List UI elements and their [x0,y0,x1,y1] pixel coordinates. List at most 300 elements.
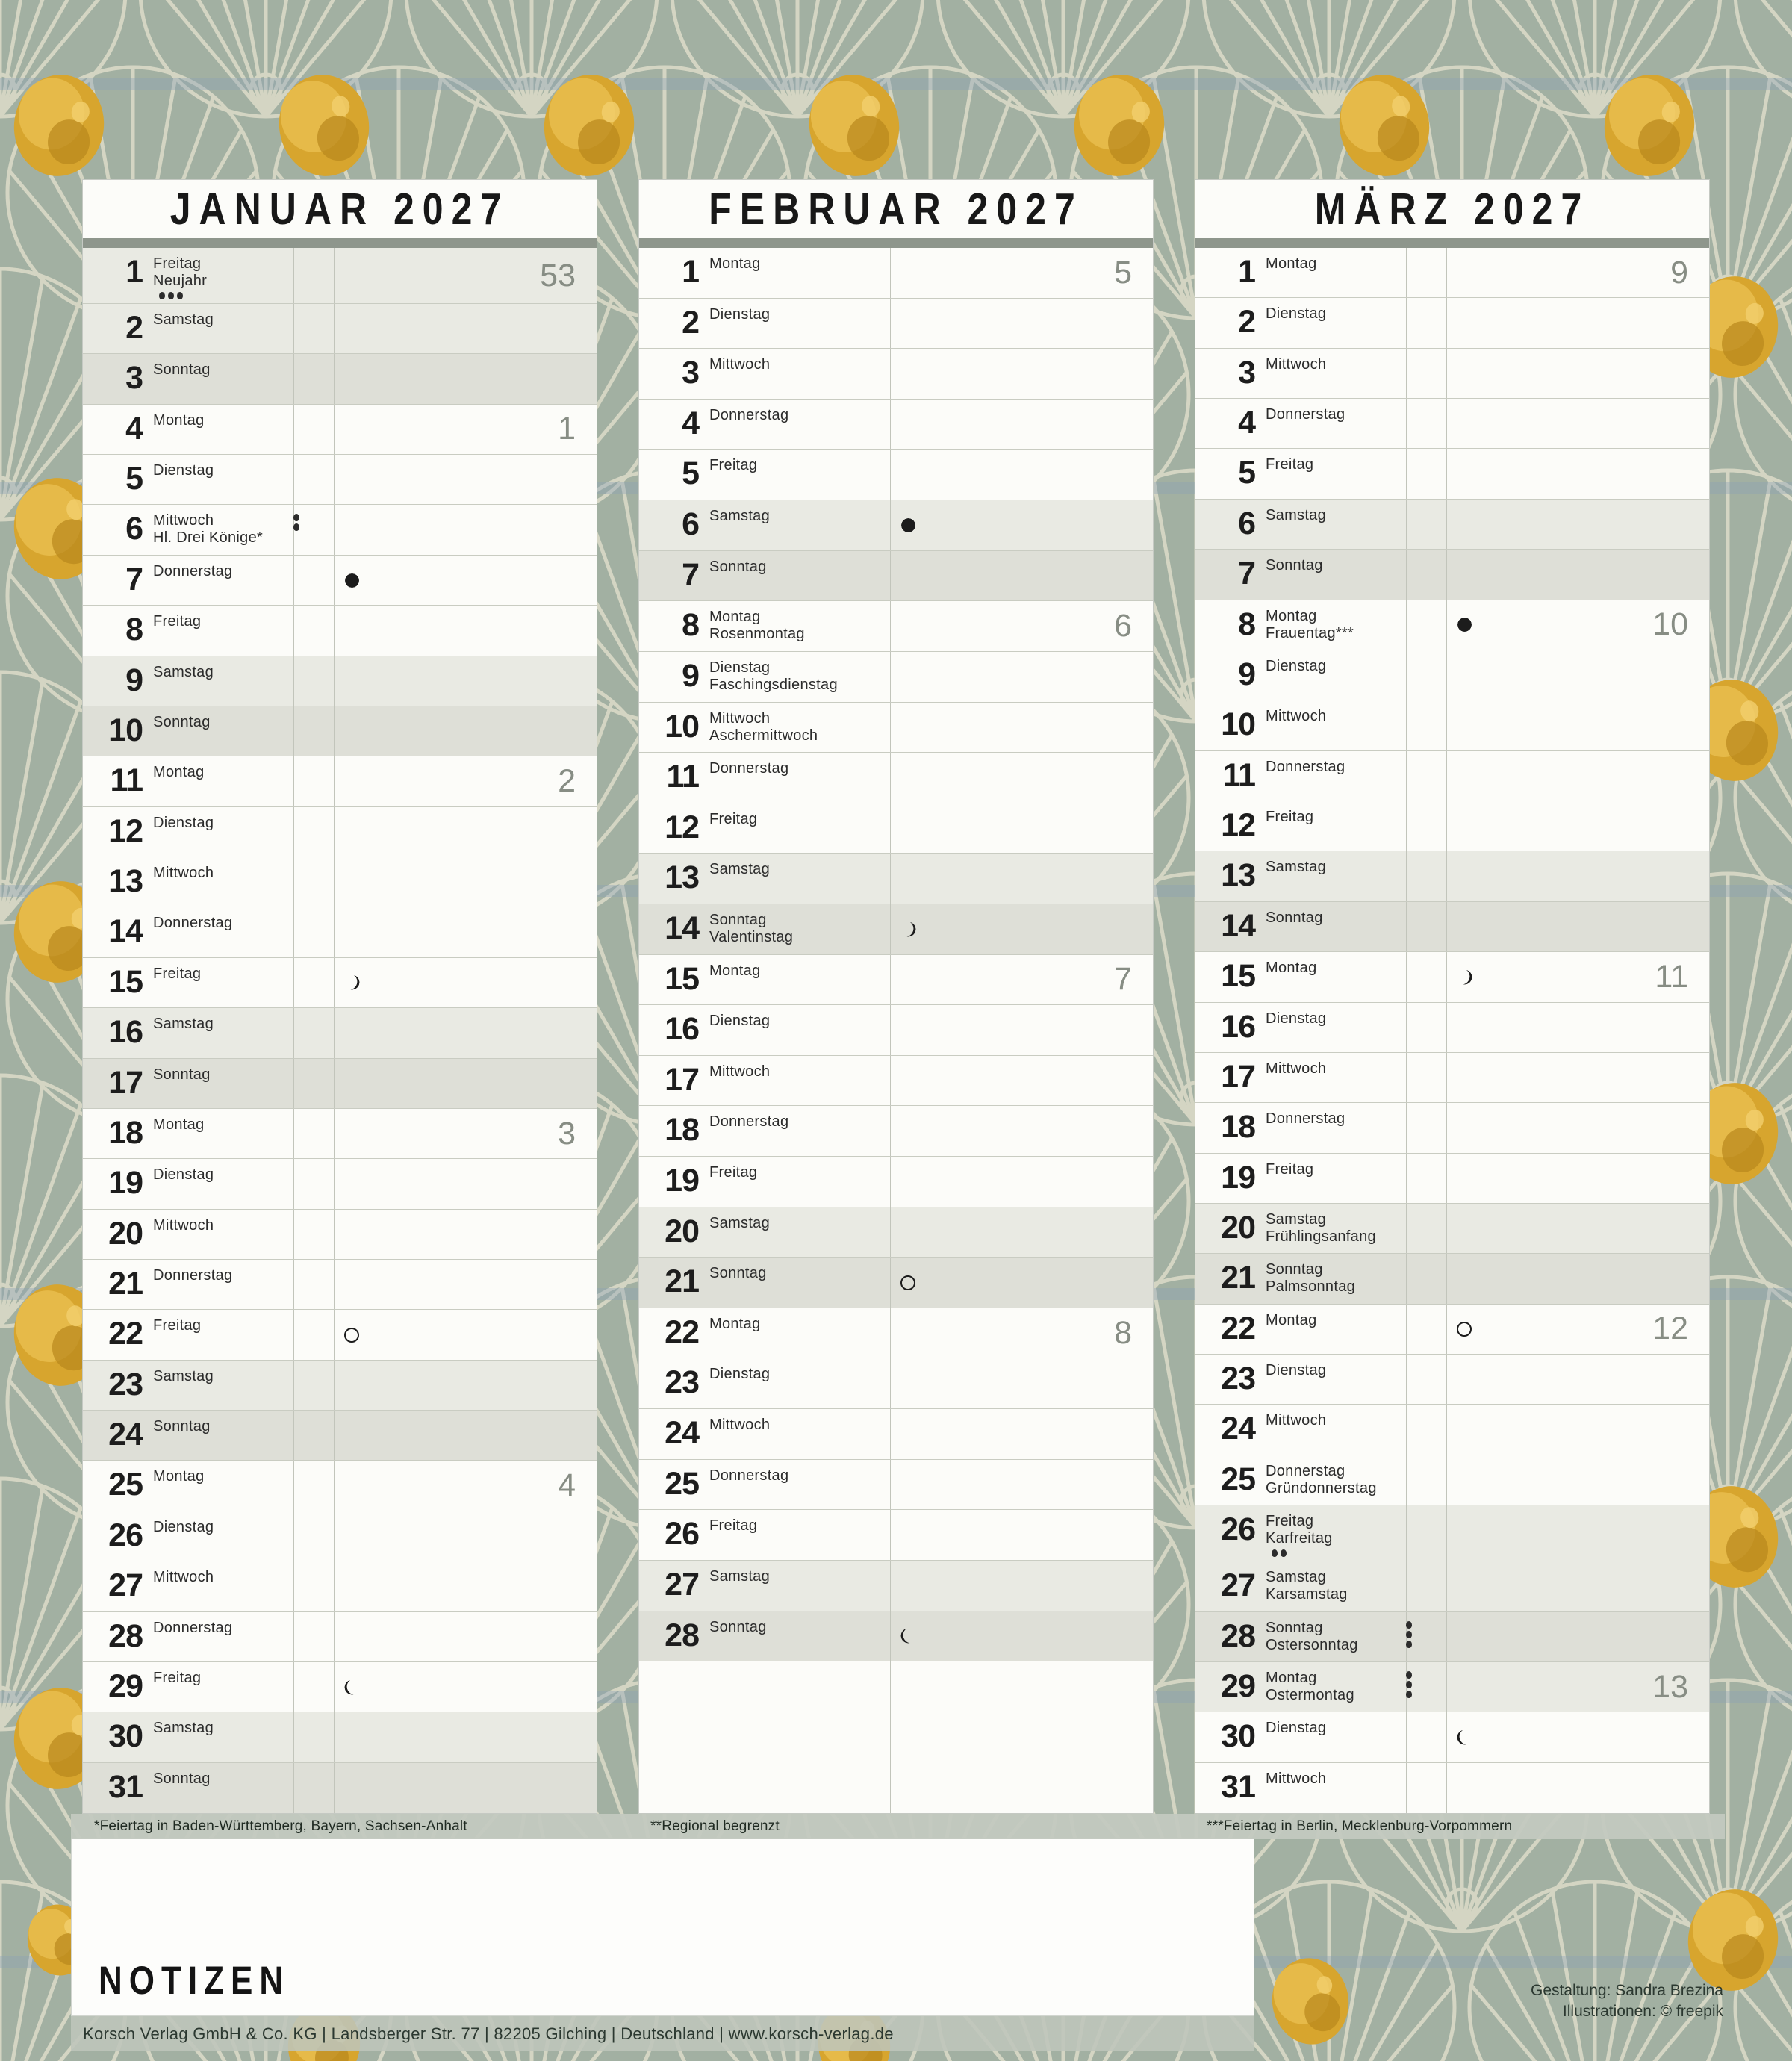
month-title: FEBRUAR 2027 [709,184,1083,234]
note-cell-small [1406,298,1446,347]
special-day-label: Hl. Drei Könige* [153,529,264,547]
day-label [1255,1204,1406,1253]
note-cell-small [293,706,334,756]
credit-illustration: Illustrationen: © freepik [1562,2003,1723,2020]
day-label [699,753,850,803]
day-number: 14 [1221,907,1255,944]
weekday-label: Montag [153,1468,205,1485]
week-number: 8 [1114,1314,1132,1351]
day-row [1195,1455,1709,1505]
day-label [1255,1254,1406,1303]
weekday-label: Freitag [153,1669,202,1686]
day-number: 26 [665,1516,699,1552]
note-cell-small [850,1460,890,1510]
header-divider-strip [83,238,597,248]
weekday-label: Samstag [1266,1210,1327,1228]
moon-zunehmend-icon [900,921,916,937]
weekday-label: Donnerstag [1266,1110,1345,1128]
note-cell-large [890,400,1153,450]
day-number: 20 [665,1213,699,1249]
day-row [1195,1561,1709,1611]
day-number: 16 [108,1014,143,1051]
weekday-label: Montag [153,411,205,429]
note-cell-small [293,1008,334,1057]
note-cell-large [890,1157,1153,1207]
day-number: 9 [682,657,699,694]
day-number: 2 [125,310,143,346]
note-cell-small [850,1157,890,1207]
day-label [699,1661,850,1712]
day-label [143,706,293,756]
note-cell-large [334,606,597,655]
day-number: 30 [1221,1718,1255,1755]
month-header [83,180,597,238]
note-cell-small [1406,751,1446,801]
publisher-line: Korsch Verlag GmbH & Co. KG | Landsberger Str. 77 | 82205 Gilching | Deutschland | www.korsch-verlag.de [83,2024,894,2043]
note-cell-small [293,857,334,907]
day-row [83,556,597,606]
note-cell-large [334,807,597,857]
note-cell-small [1406,1612,1446,1661]
note-cell-small [293,1109,334,1158]
day-number: 31 [1221,1768,1255,1805]
note-cell-small [1406,1103,1446,1152]
weekday-label: Mittwoch [1266,708,1327,725]
day-label [699,1762,850,1813]
moon-neumond-icon [1457,617,1472,632]
day-row [639,1510,1153,1561]
note-cell-large [1446,801,1709,851]
note-cell-large [890,551,1153,601]
note-cell-small [293,907,334,957]
note-cell-large [890,349,1153,399]
note-cell-small [293,1662,334,1712]
day-number: 4 [682,405,699,441]
day-label [1255,248,1406,297]
day-number: 19 [665,1163,699,1199]
day-row [639,450,1153,500]
note-cell-large [334,857,597,907]
weekday-label: Donnerstag [153,1619,233,1636]
weekday-label: Samstag [153,1016,214,1033]
weekday-label: Freitag [709,1517,758,1535]
day-label [699,703,850,753]
note-cell-large [890,1661,1153,1712]
day-number: 29 [1221,1667,1255,1704]
day-number: 3 [1238,354,1255,391]
weekday-label: Montag [709,962,761,979]
note-cell-small [850,1561,890,1611]
day-number: 25 [1221,1461,1255,1497]
weekday-label: Dienstag [709,1013,771,1030]
note-cell-large [890,450,1153,500]
day-label [1255,550,1406,599]
day-label [699,1460,850,1510]
day-number: 12 [108,812,143,849]
note-cell-large [890,955,1153,1005]
note-cell-small [850,450,890,500]
note-cell-small [1406,399,1446,448]
day-row [639,349,1153,400]
weekday-label: Dienstag [1266,305,1327,323]
weekday-label: Sonntag [709,558,767,575]
weekday-label: Samstag [709,1214,771,1231]
day-label [143,304,293,353]
weekday-label: Samstag [153,1720,214,1737]
note-cell-small [850,803,890,854]
weekday-label: Mittwoch [709,1417,771,1434]
day-row [83,1109,597,1159]
note-cell-large [334,1109,597,1158]
day-number: 23 [665,1364,699,1401]
day-row [639,1157,1153,1207]
note-cell-large [334,505,597,554]
weekday-label: Sonntag [709,1265,767,1282]
weekday-label: Freitag [709,457,758,474]
note-cell-small [293,656,334,706]
note-cell-large [890,1510,1153,1560]
day-number: 11 [1222,756,1255,793]
note-cell-large [334,756,597,806]
special-day-label: Frauentag*** [1266,624,1354,641]
special-day-label: Valentinstag [709,928,794,945]
day-row [83,1511,597,1561]
day-row [639,500,1153,551]
header-divider-strip [1195,238,1709,248]
day-label [699,299,850,349]
note-cell-large [890,500,1153,550]
day-label [1255,952,1406,1001]
note-cell-small [850,904,890,954]
note-cell-large [1446,1455,1709,1505]
day-row [1195,1204,1709,1254]
note-cell-large [334,405,597,454]
day-label [1255,1763,1406,1813]
day-number: 31 [108,1768,143,1805]
day-label [699,400,850,450]
day-row [639,1460,1153,1511]
day-number: 18 [108,1114,143,1151]
day-label [1255,1154,1406,1203]
empty-row [639,1661,1153,1712]
day-number: 18 [1221,1109,1255,1145]
note-cell-large [1446,1154,1709,1203]
weekday-label: Sonntag [709,1618,767,1635]
day-grid [83,248,597,1813]
weekday-label: Samstag [153,1367,214,1384]
note-cell-small [850,248,890,298]
moon-abnehmend-icon [344,1679,360,1695]
weekday-label: Montag [1266,255,1317,272]
day-number: 28 [108,1617,143,1654]
weekday-label: Dienstag [1266,1362,1327,1379]
moon-neumond-icon [344,573,360,588]
day-label [1255,298,1406,347]
credit-design: Gestaltung: Sandra Brezina [1531,1982,1723,1999]
week-number: 1 [558,411,576,447]
day-label [699,652,850,702]
day-number: 2 [682,304,699,341]
day-row [83,304,597,354]
weekday-label: Dienstag [709,1366,771,1383]
weekday-label: Montag [709,609,761,626]
day-label [143,1461,293,1510]
day-number: 25 [665,1465,699,1502]
note-cell-large [890,1308,1153,1358]
day-label [143,1210,293,1259]
note-cell-large [334,1763,597,1813]
special-day-label: Frühlingsanfang [1266,1228,1376,1245]
note-cell-small [850,400,890,450]
weekday-label: Montag [1266,1311,1317,1328]
day-label [699,551,850,601]
day-label [1255,1505,1406,1561]
day-label [699,1611,850,1661]
day-number: 11 [666,759,699,795]
day-row [639,1409,1153,1460]
day-row [1195,1612,1709,1662]
day-row [1195,1763,1709,1813]
header-divider-strip [639,238,1153,248]
note-cell-small [850,854,890,904]
note-cell-large [334,1511,597,1561]
note-cell-large [1446,500,1709,549]
note-cell-large [890,753,1153,803]
note-cell-large [890,1762,1153,1813]
note-cell-small [293,807,334,857]
day-label [1255,1712,1406,1762]
day-number: 26 [108,1517,143,1553]
day-label [1255,1455,1406,1505]
weekday-label: Mittwoch [153,512,214,529]
day-number: 1 [1238,254,1255,290]
day-label [143,1310,293,1359]
note-cell-large [334,1260,597,1309]
note-cell-large [890,1056,1153,1106]
note-cell-large [890,703,1153,753]
note-cell-large [1446,952,1709,1001]
day-label [1255,1053,1406,1102]
note-cell-large [1446,1712,1709,1762]
week-number: 2 [558,762,576,799]
moon-neumond-icon [900,517,916,533]
day-number: 15 [1221,958,1255,995]
note-cell-small [293,354,334,403]
day-label [143,505,293,554]
week-number: 5 [1114,254,1132,290]
day-label [1255,1103,1406,1152]
note-cell-small [293,1210,334,1259]
day-label [1255,1662,1406,1712]
day-label [143,556,293,605]
day-label [699,1510,850,1560]
day-row [639,753,1153,803]
day-row [1195,550,1709,600]
note-cell-small [850,955,890,1005]
day-number: 4 [1238,405,1255,441]
weekday-label: Samstag [1266,1569,1327,1586]
note-cell-small [293,1461,334,1510]
note-cell-large [890,1561,1153,1611]
day-label [143,907,293,957]
day-number: 22 [1221,1310,1255,1346]
day-number: 27 [1221,1567,1255,1604]
day-row [83,958,597,1008]
day-row [639,904,1153,955]
day-number: 6 [1238,505,1255,541]
day-number: 10 [108,712,143,748]
note-cell-small [1406,1405,1446,1454]
day-row [639,854,1153,904]
day-label [143,1008,293,1057]
day-number: 20 [1221,1209,1255,1246]
note-cell-large [1446,1355,1709,1404]
note-cell-large [334,1361,597,1410]
day-row [639,1308,1153,1359]
day-number: 12 [665,809,699,845]
day-row [83,606,597,656]
weekday-label: Montag [153,764,205,781]
weekday-label: Freitag [1266,809,1314,826]
note-cell-large [334,1059,597,1108]
day-number: 12 [1221,807,1255,844]
day-label [143,1159,293,1208]
day-label [699,803,850,854]
note-cell-large [890,904,1153,954]
note-cell-large [1446,1053,1709,1102]
day-number: 3 [682,355,699,391]
day-row [83,354,597,404]
day-number: 26 [1221,1511,1255,1548]
day-row [83,756,597,806]
note-cell-large [334,1662,597,1712]
note-cell-large [334,907,597,957]
day-number: 7 [125,561,143,597]
day-number: 5 [1238,455,1255,491]
note-cell-small [850,1611,890,1661]
day-row [83,1411,597,1461]
note-cell-large [334,1159,597,1208]
day-number: 17 [665,1061,699,1098]
weekday-label: Freitag [1266,456,1314,473]
day-number: 29 [108,1667,143,1704]
note-cell-large [334,1461,597,1510]
weekday-label: Mittwoch [709,1063,771,1080]
note-cell-small [1406,1204,1446,1253]
weekday-label: Samstag [709,861,771,878]
note-cell-small [1406,500,1446,549]
note-cell-small [1406,952,1446,1001]
weekday-label: Dienstag [1266,1010,1327,1027]
day-number: 16 [1221,1008,1255,1045]
note-cell-large [890,1207,1153,1258]
weekday-label: Sonntag [1266,1261,1323,1278]
day-row [1195,1053,1709,1103]
day-row [83,1059,597,1109]
note-cell-small [1406,349,1446,398]
day-number [639,1661,699,1712]
day-number: 20 [108,1215,143,1252]
day-label [699,1712,850,1762]
day-label [143,354,293,403]
note-cell-small [1406,1003,1446,1052]
day-label [143,1361,293,1410]
day-label [1255,349,1406,398]
month-header [1195,180,1709,238]
note-cell-small [1406,851,1446,901]
note-cell-small [1406,449,1446,498]
note-cell-small [850,299,890,349]
day-row [1195,902,1709,952]
day-number: 17 [108,1064,143,1101]
day-number: 28 [1221,1617,1255,1654]
weekday-label: Donnerstag [153,562,233,579]
weekday-label: Montag [1266,1669,1317,1686]
weekday-label: Montag [153,1116,205,1133]
day-label [699,1157,850,1207]
note-cell-large [1446,1204,1709,1253]
day-number: 24 [1221,1411,1255,1447]
day-row [1195,1154,1709,1204]
weekday-label: Freitag [1266,1160,1314,1178]
day-label [699,1005,850,1055]
day-row [639,1207,1153,1258]
day-row [1195,1405,1709,1455]
note-cell-large [890,1409,1153,1459]
day-row [83,1461,597,1511]
day-number: 21 [1221,1260,1255,1296]
day-number: 1 [125,254,143,290]
day-row [83,505,597,555]
week-number: 10 [1652,606,1688,643]
day-label [1255,751,1406,801]
note-cell-large [890,1005,1153,1055]
note-cell-large [890,1358,1153,1408]
day-number: 30 [108,1718,143,1755]
day-label [143,1662,293,1712]
weekday-label: Donnerstag [709,1113,789,1131]
day-row [639,601,1153,652]
note-cell-large [1446,1254,1709,1303]
weekday-label: Mittwoch [709,709,771,727]
note-cell-large [1446,449,1709,498]
moon-vollmond-icon [900,1275,915,1290]
day-number: 13 [108,863,143,900]
note-cell-small [850,1005,890,1055]
weekday-label: Donnerstag [153,915,233,932]
weekday-label: Freitag [153,965,202,982]
day-row [83,907,597,957]
week-number: 4 [558,1467,576,1504]
note-cell-small [1406,801,1446,851]
weekday-label: Donnerstag [709,760,789,777]
day-row [1195,298,1709,348]
weekday-label: Dienstag [1266,1720,1327,1737]
note-cell-small [1406,1712,1446,1762]
note-cell-small [1406,902,1446,951]
note-cell-small [850,1358,890,1408]
weekday-label: Sonntag [153,713,211,730]
note-cell-large [334,958,597,1007]
day-row [639,803,1153,854]
day-row [1195,1305,1709,1355]
day-label [1255,1612,1406,1661]
day-label [1255,399,1406,448]
month-column-3 [1195,179,1710,1814]
note-cell-small [850,500,890,550]
note-cell-large [334,354,597,403]
day-row [83,1008,597,1058]
